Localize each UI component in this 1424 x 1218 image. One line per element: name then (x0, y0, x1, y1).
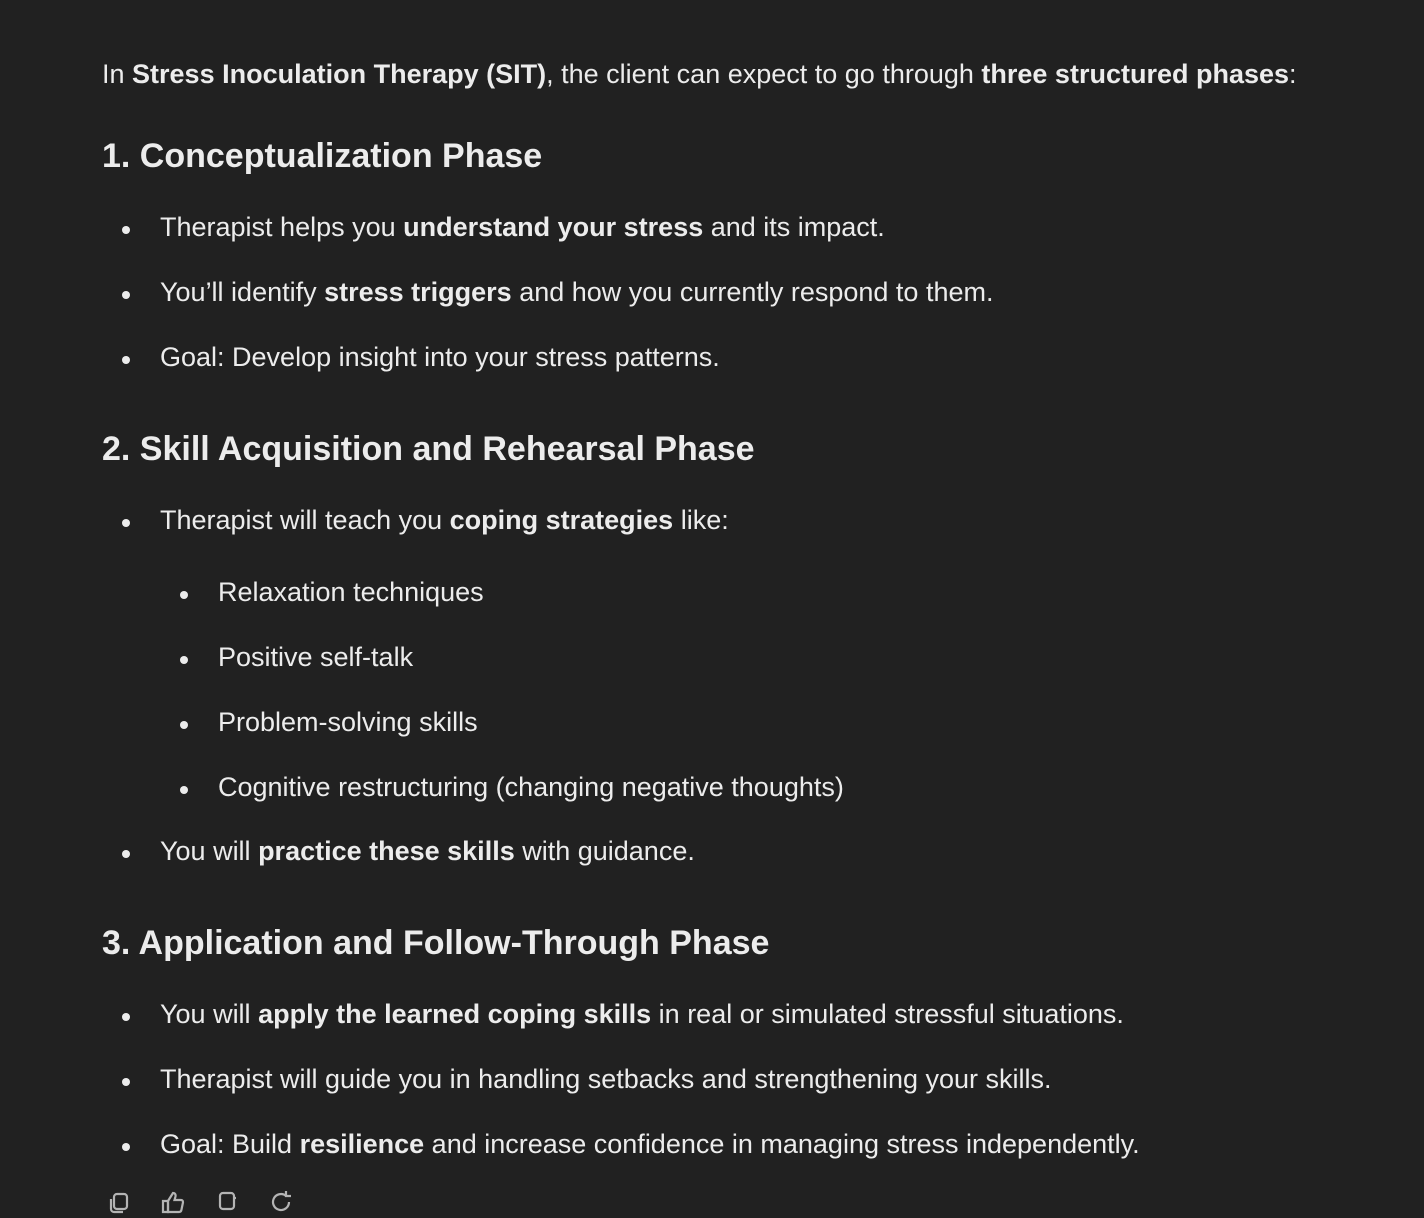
list-item: You will practice these skills with guidance. (160, 831, 1412, 871)
list-item: You’ll identify stress triggers and how you currently respond to them. (160, 272, 1412, 312)
phase2-list (102, 500, 1412, 871)
coping-strategies-list (160, 572, 1412, 807)
list-item: Therapist helps you understand your stress and its impact. (160, 207, 1412, 247)
list-item: Cognitive restructuring (changing negative thoughts) (218, 767, 1412, 807)
list-item: Therapist will teach you coping strategies like: Relaxation techniques Positive self-talk Problem-solving skills Cognitive restructuring (changing negative thoughts) (160, 500, 1412, 807)
good-response-button[interactable] (158, 1188, 188, 1218)
list-item: Therapist will guide you in handling setbacks and strengthening your skills. (160, 1059, 1412, 1099)
regenerate-icon (267, 1188, 295, 1216)
phase2-heading: 2. Skill Acquisition and Rehearsal Phase (102, 430, 755, 468)
message-actions (104, 1188, 296, 1218)
list-item: Problem-solving skills (218, 702, 1412, 742)
intro-paragraph: In Stress Inoculation Therapy (SIT), the client can expect to go through three structured phases: (102, 59, 1297, 89)
phase1-heading: 1. Conceptualization Phase (102, 137, 543, 175)
list-item: Goal: Build resilience and increase confidence in managing stress independently. (160, 1124, 1412, 1164)
phase3-list (102, 994, 1412, 1164)
list-item: Goal: Develop insight into your stress patterns. (160, 337, 1412, 377)
copy-icon (105, 1188, 133, 1216)
list-item: Positive self-talk (218, 637, 1412, 677)
bad-response-button[interactable] (212, 1188, 242, 1218)
thumbs-down-icon (213, 1188, 241, 1216)
assistant-message (102, 52, 1412, 1164)
thumbs-up-icon (159, 1188, 187, 1216)
phase1-list (102, 207, 1412, 377)
list-item: Relaxation techniques (218, 572, 1412, 612)
list-item: You will apply the learned coping skills in real or simulated stressful situations. (160, 994, 1412, 1034)
regenerate-button[interactable] (266, 1188, 296, 1218)
phase3-heading: 3. Application and Follow-Through Phase (102, 924, 770, 962)
copy-button[interactable] (104, 1188, 134, 1218)
